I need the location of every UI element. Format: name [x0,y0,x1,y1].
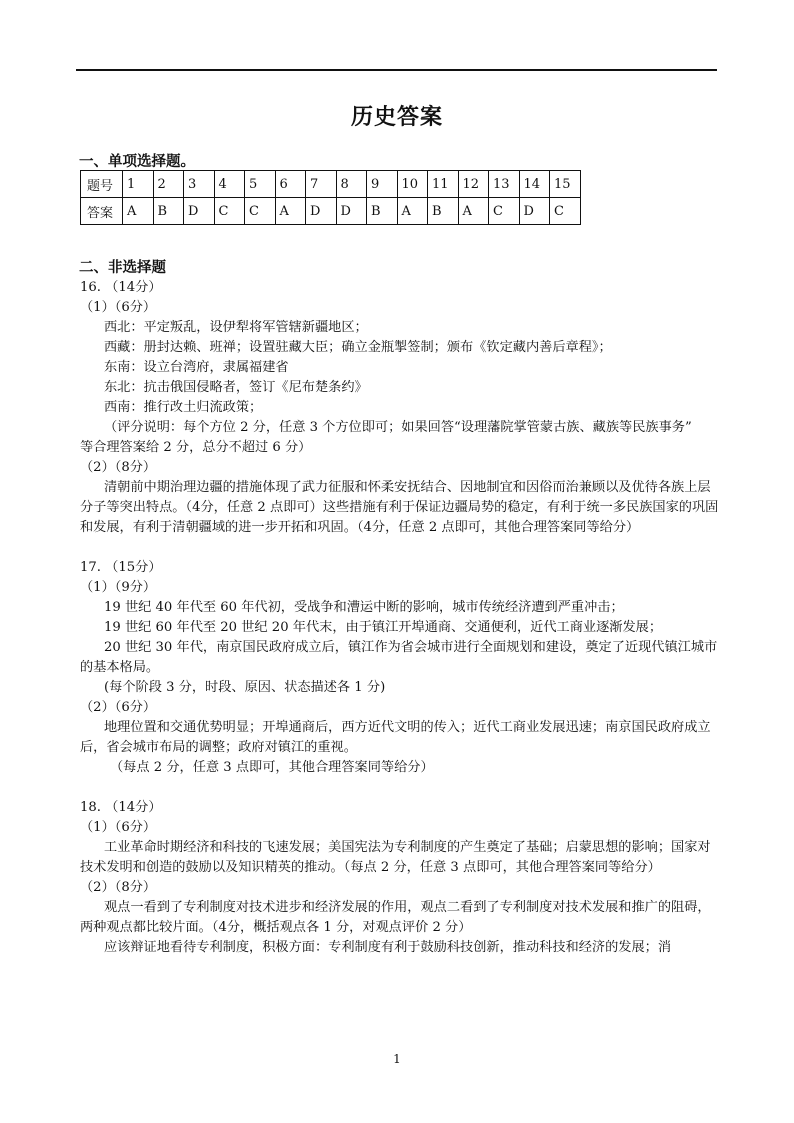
q-number: 2 [153,171,184,198]
q-answer: C [245,198,276,225]
q17-part2-text: 地理位置和交通优势明显；开埠通商后，西方近代文明的传入；近代工商业发展迅速；南京国民政府成立后，省会城市布局的调整；政府对镇江的重视。 [80,720,711,755]
q17-stage: 19 世纪 40 年代至 60 年代初，受战争和漕运中断的影响，城市传统经济遭到严重冲击； [104,600,624,615]
q-answer: D [336,198,367,225]
q-number: 13 [489,171,520,198]
q17-part1-head: （1）（9分） [80,580,157,595]
q16-head: 16. （14分） [80,280,162,295]
answer-table [80,170,581,225]
q-number: 12 [458,171,489,198]
q16-point: 西藏：册封达赖、班禅；设置驻藏大臣；确立金瓶掣签制；颁布《钦定藏内善后章程》； [104,340,612,355]
q-number: 10 [397,171,428,198]
page-title: 历史答案 [350,104,443,130]
q16-part1-head: （1）（6分） [80,300,157,315]
q-answer: C [214,198,245,225]
row-header-ans: 答案 [81,198,123,225]
q-number: 15 [550,171,581,198]
q-number: 14 [519,171,550,198]
q18-part2-last-line: 应该辩证地看待专利制度，积极方面：专利制度有利于鼓励科技创新，推动科技和经济的发展；消 [104,940,672,955]
q16-point: 西北：平定叛乱，设伊犁将军管辖新疆地区； [104,320,368,335]
section1-heading: 一、单项选择题。 [79,153,195,170]
q-number: 1 [123,171,154,198]
answers-body [80,278,720,958]
q16-point: 西南：推行改土归流政策； [104,400,263,415]
q-answer: C [489,198,520,225]
q-answer: A [275,198,306,225]
q18-head: 18. （14分） [80,800,162,815]
q17-stage: 19 世纪 60 年代至 20 世纪 20 年代末，由于镇江开埠通商、交通便利，近代工商业逐渐发展； [104,620,663,635]
q-answer: B [367,198,398,225]
q-number: 8 [336,171,367,198]
q-answer: C [550,198,581,225]
q-number: 4 [214,171,245,198]
table-row-numbers [81,171,581,198]
q17-head: 17. （15分） [80,560,162,575]
q16-part2-head: （2）（8分） [80,460,157,475]
q-number: 9 [367,171,398,198]
page-number: 1 [393,1052,401,1066]
q18-part2-text: 观点一看到了专利制度对技术进步和经济发展的作用，观点二看到了专利制度对技术发展和推广的阻碍，两种观点都比较片面。（4分，概括观点各 1 分，对观点评价 2 分） [80,900,711,935]
q-answer: A [397,198,428,225]
q18-part1-head: （1）（6分） [80,820,157,835]
q-number: 11 [428,171,459,198]
q16-scoring-note-cont: 等合理答案给 2 分，总分不超过 6 分） [80,440,312,455]
q17-part2-head: （2）（6分） [80,700,157,715]
section2-heading: 二、非选择题 [79,259,166,276]
q-answer: B [153,198,184,225]
q18-part1-text: 工业革命时期经济和科技的飞速发展；美国宪法为专利制度的产生奠定了基础；启蒙思想的影响；国家对技术发明和创造的鼓励以及知识精英的推动。（每点 2 分，任意 3 点即可，其他合理答案同等给分） [80,840,711,875]
q-answer: B [428,198,459,225]
q-answer: A [123,198,154,225]
header-rule [76,69,717,71]
q-answer: D [306,198,337,225]
q18-part2-head: （2）（8分） [80,880,157,895]
q16-scoring-note: （评分说明：每个方位 2 分，任意 3 个方位即可；如果回答“设理藩院掌管蒙古族、藏族等民族事务” [104,420,692,435]
q16-part2-text: 清朝前中期治理边疆的措施体现了武力征服和怀柔安抚结合、因地制宜和因俗而治兼顾以及优待各族上层分子等突出特点。（4分，任意 2 点即可）这些措施有利于保证边疆局势的稳定，有利于统一多民族国家的巩固和发展，有利于清朝疆域的进一步开拓和巩固。（4分，任意 2 点即可，其他合理答案同等给分） [80,480,719,535]
q-answer: D [184,198,215,225]
q-answer: D [519,198,550,225]
q17-scoring-note: （每点 2 分，任意 3 点即可，其他合理答案同等给分） [110,760,434,775]
q-number: 7 [306,171,337,198]
q17-scoring-note: (每个阶段 3 分，时段、原因、状态描述各 1 分) [104,680,386,695]
row-header-num: 题号 [81,171,123,198]
q16-point: 东北：抗击俄国侵略者，签订《尼布楚条约》 [104,380,368,395]
table-row-answers [81,198,581,225]
q-number: 5 [245,171,276,198]
q-number: 3 [184,171,215,198]
q-number: 6 [275,171,306,198]
q17-stage: 20 世纪 30 年代，南京国民政府成立后，镇江作为省会城市进行全面规划和建设，奠定了近现代镇江城市的基本格局。 [80,640,718,675]
q16-point: 东南：设立台湾府，隶属福建省 [104,360,289,375]
q-answer: A [458,198,489,225]
